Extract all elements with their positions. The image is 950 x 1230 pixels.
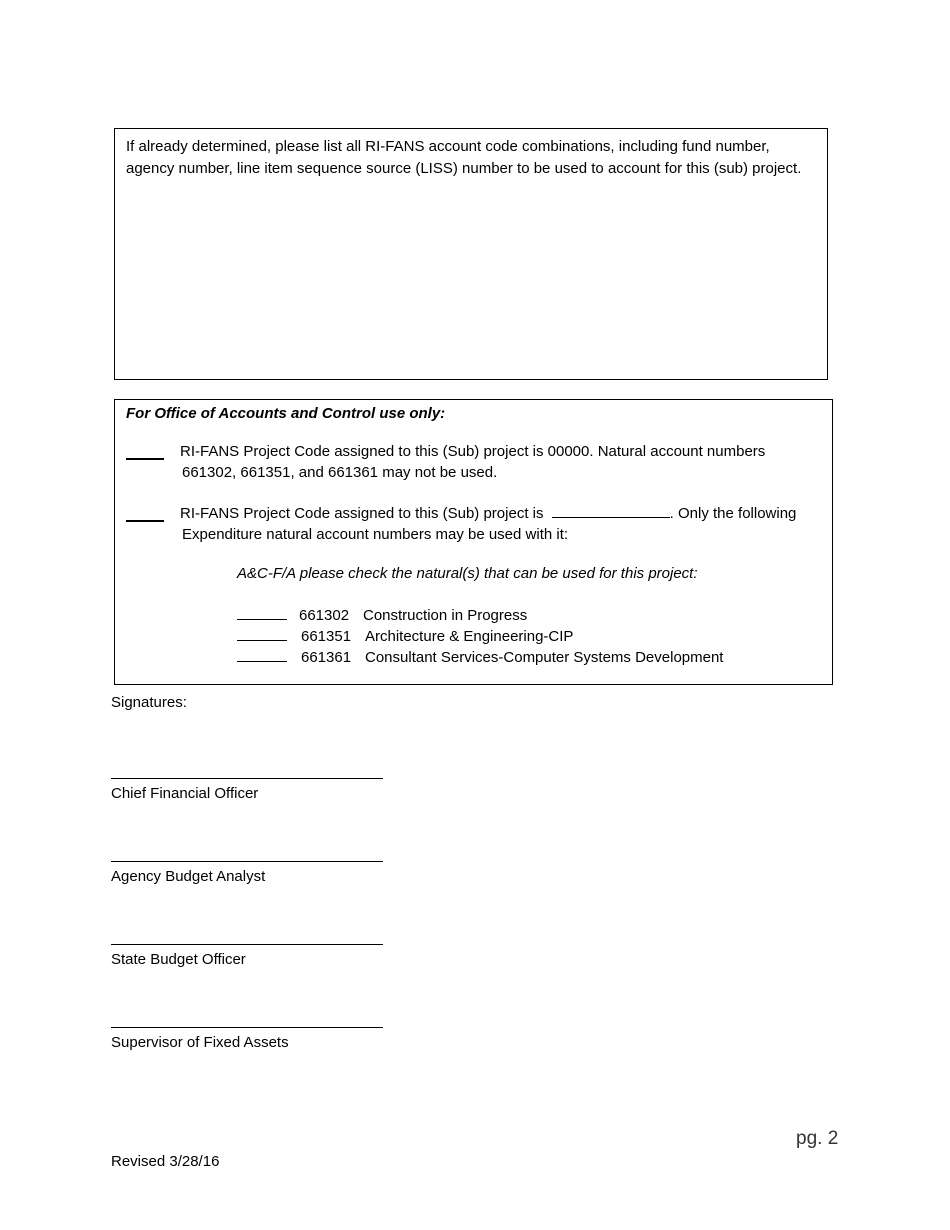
natural-1-check-blank[interactable]: [237, 619, 287, 620]
natural-2-label: Architecture & Engineering-CIP: [365, 628, 574, 645]
natural-1-label: Construction in Progress: [363, 607, 528, 624]
natural-3-label: Consultant Services-Computer Systems Development: [365, 649, 724, 666]
option2-line1-post: . Only the following: [669, 505, 797, 522]
natural-row-1: [237, 607, 527, 624]
option1-check-blank[interactable]: [126, 458, 164, 460]
account-codes-instructions: If already determined, please list all RI-FANS account code combinations, including fund number, agency number, line item sequence source (LISS) number to be used to account for this (sub) project.: [126, 138, 802, 177]
project-code-blank[interactable]: [552, 517, 670, 518]
budget-analyst-signature-line[interactable]: [111, 861, 383, 862]
natural-3-check-blank[interactable]: [237, 661, 287, 662]
natural-1-code: 661302: [299, 607, 350, 624]
option1-line1: RI-FANS Project Code assigned to this (Sub) project is 00000. Natural account numbers: [180, 443, 766, 460]
option2-line1: [180, 503, 796, 524]
office-use-box: [114, 399, 833, 685]
office-use-heading: For Office of Accounts and Control use only:: [126, 405, 446, 422]
cfo-signature-line[interactable]: [111, 778, 383, 779]
natural-row-3: [237, 649, 723, 666]
account-codes-box: [114, 128, 828, 380]
revision-date: Revised 3/28/16: [111, 1153, 220, 1170]
cfo-signature-label: Chief Financial Officer: [111, 785, 259, 802]
natural-3-code: 661361: [301, 649, 352, 666]
budget-analyst-signature-label: Agency Budget Analyst: [111, 868, 266, 885]
natural-row-2: [237, 628, 573, 645]
budget-officer-signature-label: State Budget Officer: [111, 951, 246, 968]
option2-check-blank[interactable]: [126, 520, 164, 522]
natural-2-check-blank[interactable]: [237, 640, 287, 641]
fixed-assets-signature-line[interactable]: [111, 1027, 383, 1028]
page-number: pg. 2: [796, 1128, 839, 1149]
natural-2-code: 661351: [301, 628, 352, 645]
signatures-title: Signatures:: [111, 694, 187, 711]
budget-officer-signature-line[interactable]: [111, 944, 383, 945]
option2-line2: Expenditure natural account numbers may be used with it:: [182, 526, 569, 543]
option2-line1-pre: RI-FANS Project Code assigned to this (Sub) project is: [180, 505, 544, 522]
naturals-instruction: A&C-F/A please check the natural(s) that can be used for this project:: [237, 565, 698, 582]
fixed-assets-signature-label: Supervisor of Fixed Assets: [111, 1034, 289, 1051]
option1-line2: 661302, 661351, and 661361 may not be used.: [182, 464, 498, 481]
